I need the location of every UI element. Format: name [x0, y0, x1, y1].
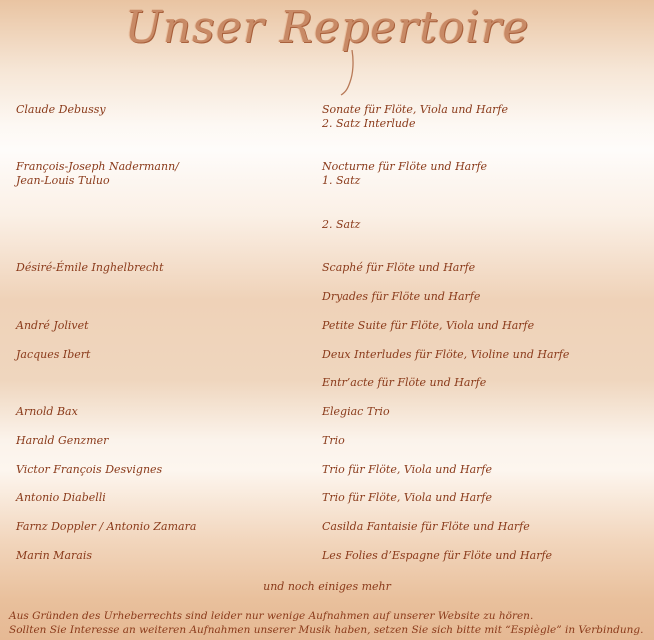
work-title: Dryades für Flöte und Harfe — [322, 290, 481, 303]
work-title: 2. Satz — [322, 218, 361, 231]
copyright-notice — [9, 609, 654, 637]
contact-line: Sollten Sie Interesse an weiteren Aufnahmen unserer Musik haben, setzen Sie sich bitte mit “Espiègle” in Verbindung. — [9, 624, 644, 636]
more-note: und noch einiges mehr — [263, 580, 391, 593]
composer-name: Désiré-Émile Inghelbrecht — [16, 261, 164, 274]
composer-name: Marin Marais — [16, 549, 92, 562]
composer-name: François-Joseph Nadermann/ Jean-Louis Tuluo — [16, 160, 179, 187]
composer-name: Jacques Ibert — [16, 348, 91, 361]
work-title: Deux Interludes für Flöte, Violine und Harfe — [322, 348, 570, 361]
composer-name: Arnold Bax — [16, 405, 78, 418]
work-title: Casilda Fantaisie für Flöte und Harfe — [322, 520, 530, 533]
work-title: Entr’acte für Flöte und Harfe — [322, 376, 487, 389]
page-title: Unser Repertoire — [124, 2, 530, 53]
work-title: Scaphé für Flöte und Harfe — [322, 261, 476, 274]
copyright-line: Aus Gründen des Urheberrechts sind leider nur wenige Aufnahmen auf unserer Website zu hören. — [9, 610, 534, 622]
composer-name: Victor François Desvignes — [16, 463, 163, 476]
work-title: Trio — [322, 434, 345, 447]
work-title: Nocturne für Flöte und Harfe 1. Satz — [322, 160, 488, 187]
work-title: Les Folies d’Espagne für Flöte und Harfe — [322, 549, 553, 562]
work-title: Petite Suite für Flöte, Viola und Harfe — [322, 319, 535, 332]
title-flourish — [338, 50, 368, 96]
composer-name: Antonio Diabelli — [16, 491, 106, 504]
work-title: Trio für Flöte, Viola und Harfe — [322, 463, 493, 476]
composer-name: Farnz Doppler / Antonio Zamara — [16, 520, 197, 533]
composer-name: Harald Genzmer — [16, 434, 109, 447]
work-title: Trio für Flöte, Viola und Harfe — [322, 491, 493, 504]
composer-name: André Jolivet — [16, 319, 89, 332]
composer-name: Claude Debussy — [16, 103, 106, 116]
work-title: Elegiac Trio — [322, 405, 390, 418]
work-title: Sonate für Flöte, Viola und Harfe 2. Satz Interlude — [322, 103, 508, 130]
